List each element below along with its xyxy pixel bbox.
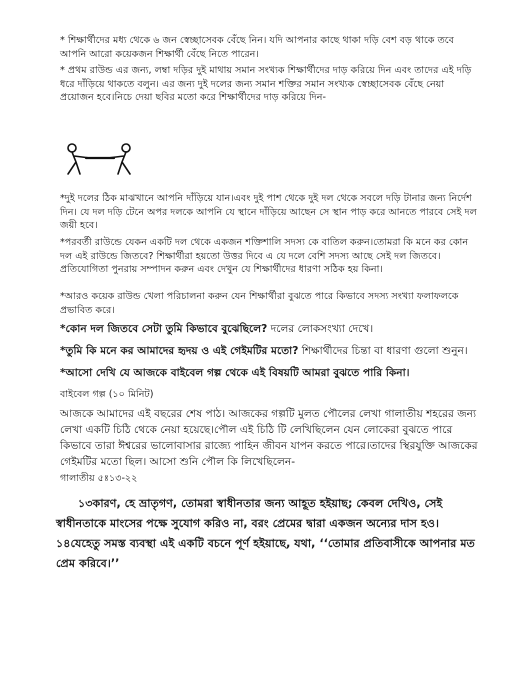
question-2-bold: *তুমি কি মনে কর আমাদের হৃদয় ও এই গেইমটির মতো? [60,345,299,357]
paragraph-middle-position: *দুই দলের ঠিক মাঝখানে আপনি দাঁড়িয়ে যান।এবং দুই পাশ থেকে দুই দল থেকে সবলে দড়ি টানার জন্য নির্দেশ দিন। যে দল দড়ি টেনে অপর দলকে আপনি যে স্থানে দাঁড়িয়ে আছেন সে স্থান পাড় করে আনতে পারবে সেই দল জয়ী হবে। [60,193,477,231]
scripture-verse: ১৩কারণ, হে ভ্রাতৃগণ, তোমরা স্বাধীনতার জন্য আহূত হইয়াছ; কেবল দেখিও, সেই স্বাধীনতাকে মাংসের পক্ষে সুযোগ করিও না, বরং প্রেমের দ্বারা একজন অন্যের দাস হও। ১৪যেহেতু সমস্ত ব্যবস্থা এই একটি বচনে পূর্ণ হইয়াছে, যথা, ‘‘তোমার প্রতিবাসীকে আপনার মত প্রেম করিবে।’’ [56,497,475,570]
bible-story-body: আজকে আমাদের এই বছরের শেষ পাঠ। আজকের গল্পটি মুলত পৌলের লেখা গালাতীয় শহরের জন্য লেখা একটি চিঠি থেকে নেয়া হয়েছে।পৌল এই চিঠি টি লেখিছিলেন যেন লোকেরা বুঝতে পারে কিভাবে তারা ঈশ্বরের ভালোবাসার রাজ্যে পাহিন জীবন যাপন করতে পারে।তাদের স্থিরযুক্তি আজকের গেইমটির মতো ছিল। আসো শুনি পৌল কি লিখেছিলেন- [60,408,478,468]
left-figure-head [68,144,76,152]
paragraph-first-round: * প্রথম রাউন্ড এর জন্য, লম্বা দড়ির দুই মাথায় সমান সংখ্যক শিক্ষার্থীদের দাড় করিয়ে দিন এবং তাদের এই দড়ি ধরে দাঁড়িয়ে থাকতে বলুন। এর জন্য দুই দলের জন্য সমান শক্তির সমান সংখ্যক স্বেচ্ছাসেবক বেঁছে নেয়া প্রয়োজন হবে।নিচে দেয়া ছবির মতো করে শিক্ষার্থীদের দাড় করিয়ে দিন- [60,65,472,103]
question-1 [60,321,480,337]
paragraph-next-round: *পরবর্তী রাউন্ডে যেকন একটি দল থেকে একজন শক্তিশালি সদস্য কে বাতিল করুন।তোমরা কি মনে কর কোন দল এই রাউন্ডে জিতবে? শিক্ষার্থীরা হয়তো উত্তর দিবে এ যে দলে বেশি সদস্য আছে সেই দল জিতবে।প্রতিযোগিতা পুনরায় সম্পাদন করুন এবং দেখুন যে শিক্ষার্থীদের ধারণা সঠিক হয় কিনা। [60,237,469,275]
right-figure-head [122,144,130,152]
left-figure-body [68,152,90,174]
question-1-bold: *কোন দল জিতবে সেটা তুমি কিভাবে বুঝেছিলে? [60,323,268,335]
tug-of-war-illustration [60,140,140,178]
bible-story-heading: বাইবেল গল্প (১০ মিনিট) [60,389,154,400]
question-2 [60,343,480,359]
right-figure-body [108,152,130,174]
question-3: *আসো দেখি যে আজকে বাইবেল গল্প থেকে এই বিষয়টি আমরা বুঝতে পারি কিনা। [60,367,410,379]
scripture-reference: গালাতীয় ৫ঃ১৩-২২ [60,473,138,484]
question-2-answer: শিক্ষার্থীদের চিন্তা বা ধারণা গুলো শুনুন। [298,345,468,357]
question-1-answer: দলের লোকসংখ্যা দেখে। [267,323,374,335]
paragraph-volunteers: * শিক্ষার্থীদের মধ্য থেকে ৬ জন স্বেচ্ছাসেবক বেঁছে নিন। যদি আপনার কাছে থাকা দড়ি বেশ বড় থাকে তবে আপনি আরো কয়েকজন শিক্ষার্থী বেঁছে নিতে পারেন। [60,35,454,60]
paragraph-more-rounds: *আরও কয়েক রাউন্ড খেলা পরিচালনা করুন যেন শিক্ষার্থীরা বুঝতে পারে কিভাবে সদস্য সংখ্যা ফলাফলকে প্রভাবিত করে। [60,291,459,316]
